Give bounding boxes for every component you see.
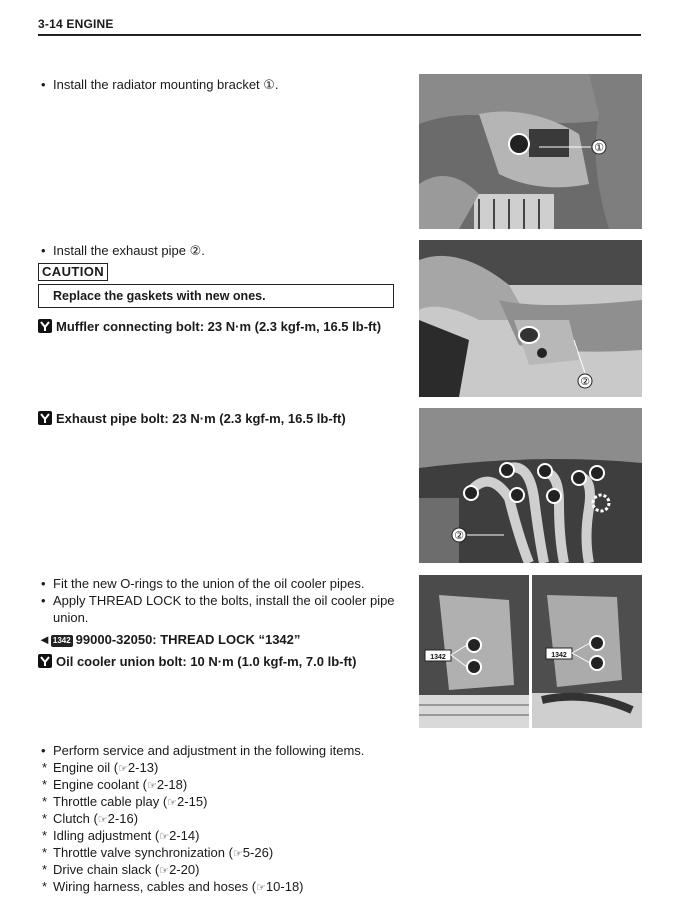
page-reference-icon: ☞ <box>159 864 170 877</box>
service-item: * Drive chain slack (☞2-20) <box>42 862 200 877</box>
photo-oil-cooler-right <box>532 575 642 728</box>
thread-lock-badge: 1342 <box>52 636 71 645</box>
torque-wrench-icon <box>38 319 52 333</box>
photo4-badge-right: 1342 <box>551 652 567 659</box>
torque-wrench-icon <box>38 654 52 668</box>
service-item: * Throttle cable play (☞2-15) <box>42 794 208 809</box>
page-reference-icon: ☞ <box>159 830 170 843</box>
page-reference-icon: ☞ <box>167 796 178 809</box>
muffler-torque: Muffler connecting bolt: 23 N·m (2.3 kgf-m, 16.5 lb-ft) <box>38 318 381 335</box>
page-reference-icon: ☞ <box>232 847 243 860</box>
caution-text: Replace the gaskets with new ones. <box>53 289 266 303</box>
page-number: 3-14 ENGINE <box>38 17 114 31</box>
step-thread-lock-cont: union. <box>53 610 89 625</box>
exhaust-torque: Exhaust pipe bolt: 23 N·m (2.3 kgf-m, 16.5 lb-ft) <box>38 410 346 427</box>
callout-2-photo3: ② <box>454 530 464 542</box>
torque-wrench-icon <box>38 411 52 425</box>
step-orings: • Fit the new O-rings to the union of the oil cooler pipes. <box>53 575 364 592</box>
service-item: * Wiring harness, cables and hoses (☞10-18) <box>42 879 304 894</box>
step-radiator: • Install the radiator mounting bracket ①. <box>53 76 279 93</box>
caution-label: CAUTION <box>38 263 108 281</box>
page-reference-icon: ☞ <box>97 813 108 826</box>
step-thread-lock: • Apply THREAD LOCK to the bolts, install the oil cooler pipe <box>53 592 395 609</box>
photo-exhaust-pipe <box>419 240 642 397</box>
caution-box <box>38 284 394 308</box>
union-torque: Oil cooler union bolt: 10 N·m (1.0 kgf-m, 7.0 lb-ft) <box>38 653 356 670</box>
thread-lock-arrow-icon: ◄ <box>38 632 51 647</box>
callout-2-photo2: ② <box>580 376 590 388</box>
service-item: * Engine oil (☞2-13) <box>42 760 159 775</box>
step-exhaust: • Install the exhaust pipe ②. <box>53 242 205 259</box>
photo-oil-cooler-left <box>419 575 529 728</box>
page-reference-icon: ☞ <box>256 881 266 894</box>
callout-1: ① <box>594 142 604 154</box>
service-item: * Clutch (☞2-16) <box>42 811 139 826</box>
photo-exhaust-bolts <box>419 408 642 563</box>
service-item: * Throttle valve synchronization (☞5-26) <box>42 845 274 860</box>
page-reference-icon: ☞ <box>146 779 157 792</box>
thread-lock-spec: ◄ 1342 99000-32050: THREAD LOCK “1342” <box>38 632 301 647</box>
photo-radiator-bracket <box>419 74 642 229</box>
photo4-badge-left: 1342 <box>430 654 446 661</box>
service-item: * Engine coolant (☞2-18) <box>42 777 188 792</box>
step-perform: • Perform service and adjustment in the following items. <box>53 742 364 759</box>
page-reference-icon: ☞ <box>118 762 128 775</box>
page-header <box>38 16 641 36</box>
service-item: * Idling adjustment (☞2-14) <box>42 828 200 843</box>
